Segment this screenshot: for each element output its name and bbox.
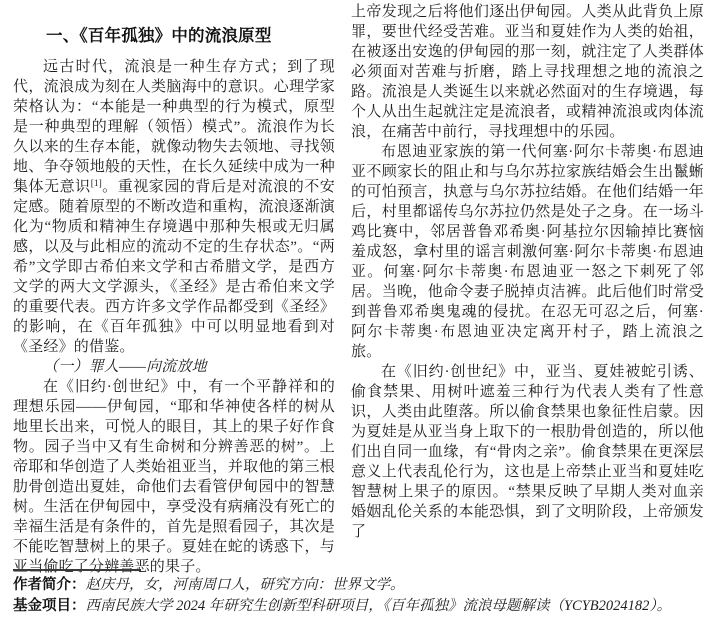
body-paragraph: 在《旧约·创世纪》中，亚当、夏娃被蛇引诱、偷食禁果、用树叶遮羞三种行为代表人类有了性意识，人类由此堕落。所以偷食禁果也象征性启蒙。因为夏娃是从亚当身上取下的一根肋骨创造的，所以他们出自同一血缘，有“骨肉之亲”。偷食禁果在更深层意义上代表乱伦行为，这也是上帝禁止亚当和夏娃吃智慧树上果子的原因。“禁果反映了早期人类对血亲婚姻乱伦关系的本能恐惧，到了文明阶段，上帝颁发了 bbox=[351, 364, 704, 540]
fund-project-text: 西南民族大学 2024 年研究生创新型科研项目，《百年孤独》流浪母题解读（YCYB2024182）。 bbox=[85, 598, 672, 614]
footnote-divider bbox=[13, 569, 141, 571]
section-heading: 一、《百年孤独》中的流浪原型 bbox=[46, 27, 272, 45]
paragraph-text: 。重视家园的背后是对流浪的不安定感。随着原型的不断改造和重构，流浪逐渐演化为“物质和精神生存境遇中那种失根或无归属感，以及与此相应的流动不定的生存状态”。“两希”文学即古希伯来文学和古希腊文学，是西方文学的两大文学源头，《圣经》是古希伯来文学的重要代表。西方许多文学作品都受到《圣经》的影响，在《百年孤独》中可以明显地看到对《圣经》的借鉴。 bbox=[13, 179, 335, 355]
body-paragraph: 在《旧约·创世纪》中，有一个平静祥和的理想乐园——伊甸园，“耶和华神使各样的树从地里长出来，可悦人的眼目，其上的果子好作食物。园子当中又有生命树和分辨善恶的树”。上帝耶和华创造了人类始祖亚当，并取他的第三根肋骨创造出夏娃，命他们去看管伊甸园中的智慧树。生活在伊甸园中，享受没有病痛没有死亡的幸福生活是有条件的，首先是照看园子，其次是不能吃智慧树上的果子。夏娃在蛇的诱惑下，与亚当偷吃了分辨善恶的果子。 bbox=[13, 379, 335, 575]
footnote-area bbox=[13, 575, 705, 617]
author-bio-line bbox=[13, 575, 705, 596]
subsection-heading: （一）罪人——向流放地 bbox=[43, 359, 207, 375]
fund-project-label: 基金项目： bbox=[13, 598, 86, 614]
body-paragraph: 布恩迪亚家族的第一代何塞·阿尔卡蒂奥·布恩迪亚不顾家长的阻止和与乌尔苏拉家族结婚会生出鬣蜥的可怕预言，执意与乌尔苏拉结婚。在他们结婚一年后，村里都谣传乌尔苏拉仍然是处子之身。在一场斗鸡比赛中，邻居普鲁邓希奥·阿基拉尔因输掉比赛恼羞成怒，拿村里的谣言刺激何塞·阿尔卡蒂奥·布恩迪亚。何塞·阿尔卡蒂奥·布恩迪亚一怒之下刺死了邻居。当晚，他命令妻子脱掉贞洁裤。此后他们时常受到普鲁邓希奥鬼魂的侵扰。在忍无可忍之后，何塞·阿尔卡蒂奥·布恩迪亚决定离开村子，踏上流浪之旅。 bbox=[351, 144, 704, 360]
body-paragraph-continuation: 上帝发现之后将他们逐出伊甸园。人类从此背负上原罪，要世代经受苦难。亚当和夏娃作为人类的始祖，在被逐出安逸的伊甸园的那一刻，就注定了人类群体必须面对苦难与折磨，踏上寻找理想之地的流浪之路。流浪是人类诞生以来就必然面对的生存境遇，每个人从出生起就注定是流浪者，或精神流浪或肉体流浪，在痛苦中前行，寻找理想中的乐园。 bbox=[351, 4, 704, 140]
body-paragraph bbox=[13, 57, 335, 357]
fund-project-line bbox=[13, 596, 705, 617]
author-bio-text: 赵庆丹，女，河南周口人，研究方向：世界文学。 bbox=[85, 577, 405, 593]
paragraph-text: 远古时代，流浪是一种生存方式；到了现代，流浪成为刻在人类脑海中的意识。心理学家荣格认为：“本能是一种典型的行为模式，原型是一种典型的理解（领悟）模式”。流浪作为长久以来的生存本能，就像动物失去领地、寻找领地、争夺领地般的天性，在长久延续中成为一种集体无意识 bbox=[13, 59, 335, 195]
right-column bbox=[351, 2, 704, 542]
citation-ref: [1] bbox=[90, 179, 102, 189]
left-column bbox=[13, 20, 335, 577]
author-bio-label: 作者简介： bbox=[13, 577, 86, 593]
